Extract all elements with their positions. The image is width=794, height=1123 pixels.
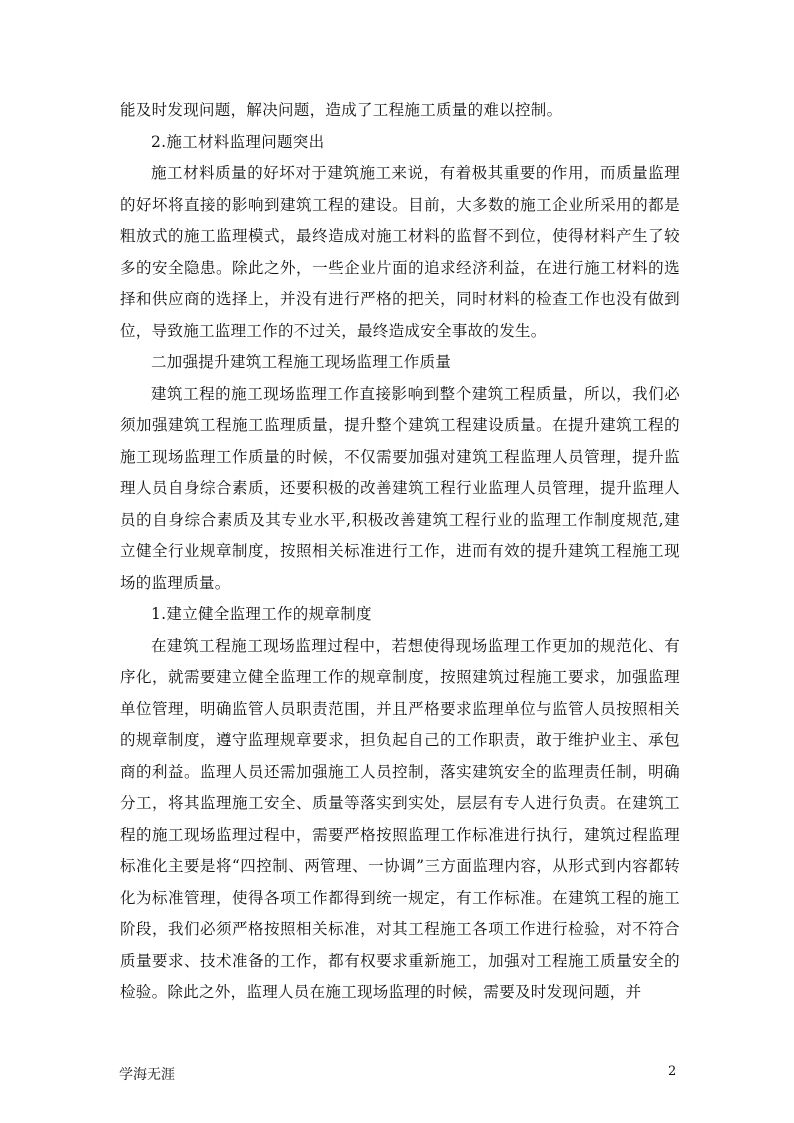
- footer-text: 学海无涯: [119, 1067, 175, 1083]
- paragraph-materials: 施工材料质量的好坏对于建筑施工来说，有着极其重要的作用，而质量监理的好坏将直接的影响到建筑工程的建设。目前，大多数的施工企业所采用的都是粗放式的施工监理模式，最终造成对施工材料的监督不到位，使得材料产生了较多的安全隐患。除此之外，一些企业片面的追求经济利益，在进行施工材料的选择和供应商的选择上，并没有进行严格的把关，同时材料的检查工作也没有做到位，导致施工监理工作的不过关，最终造成安全事故的发生。: [120, 164, 680, 340]
- section-heading-improve-quality: 二加强提升建筑工程施工现场监理工作质量: [151, 353, 452, 371]
- section-heading-materials: 2.施工材料监理问题突出: [151, 132, 325, 151]
- paragraph-continuation: 能及时发现问题，解决问题，造成了工程施工质量的难以控制。: [120, 101, 563, 119]
- page-number: 2: [668, 1064, 677, 1079]
- document-body: [120, 95, 680, 1009]
- paragraph-regulations: 在建筑工程施工现场监理过程中，若想使得现场监理工作更加的规范化、有序化，就需要建立健全监理工作的规章制度，按照建筑过程施工要求，加强监理单位管理，明确监管人员职责范围，并且严格要求监理单位与监管人员按照相关的规章制度，遵守监理规章要求，担负起自己的工作职责，敢于维护业主、承包商的利益。监理人员还需加强施工人员控制，落实建筑安全的监理责任制，明确分工，将其监理施工安全、质量等落实到实处，层层有专人进行负责。在建筑工程的施工现场监理过程中，需要严格按照监理工作标准进行执行，建筑过程监理标准化主要是将“四控制、两管理、一协调”三方面监理内容，从形式到内容都转化为标准管理，使得各项工作都得到统一规定，有工作标准。在建筑工程的施工阶段，我们必须严格按照相关标准，对其工程施工各项工作进行检验，对不符合质量要求、技术准备的工作，都有权要求重新施工，加强对工程施工质量安全的检验。除此之外，监理人员在施工现场监理的时候，需要及时发现问题，并: [120, 636, 680, 1001]
- paragraph-improve-quality: 建筑工程的施工现场监理工作直接影响到整个建筑工程质量，所以，我们必须加强建筑工程施工监理质量，提升整个建筑工程建设质量。在提升建筑工程的施工现场监理工作质量的时候，不仅需要加强对建筑工程监理人员管理，提升监理人员自身综合素质，还要积极的改善建筑工程行业监理人员管理，提升监理人员的自身综合素质及其专业水平,积极改善建筑工程行业的监理工作制度规范,建立健全行业规章制度，按照相关标准进行工作，进而有效的提升建筑工程施工现场的监理质量。: [120, 384, 680, 592]
- section-heading-regulations: 1.建立健全监理工作的规章制度: [151, 605, 372, 623]
